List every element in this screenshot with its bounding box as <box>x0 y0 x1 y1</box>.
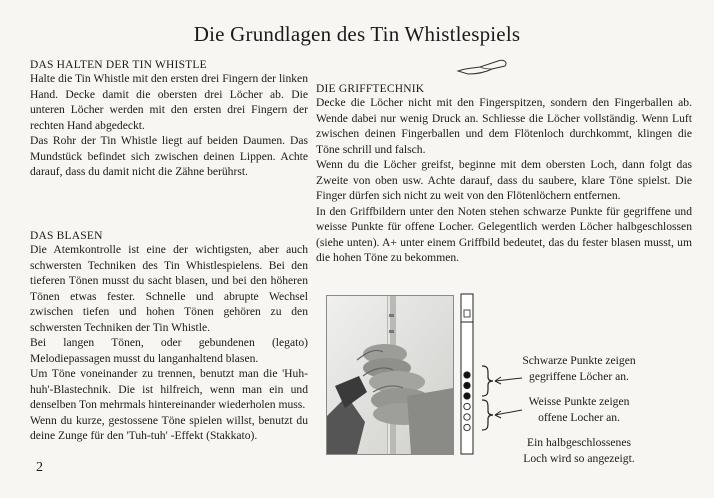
section-body-blasen <box>30 242 308 444</box>
bracket-arrows <box>478 364 526 434</box>
caption-filled-holes: Schwarze Punkte zeigen gegriffene Löcher an. <box>522 354 636 383</box>
section-body-halten <box>30 71 308 180</box>
hole-filled <box>464 393 470 399</box>
fingering-diagram <box>457 293 477 455</box>
section-heading-grifftechnik: DIE GRIFFTECHNIK <box>316 83 425 95</box>
whistle-photo <box>326 295 454 455</box>
paragraph: Halte die Tin Whistle mit den ersten drei Fingern der linken Hand. Decke damit die obersten drei Löcher ab. Die unteren Löcher werden mit den ersten drei Fingern der rechten Hand abgedeckt. <box>30 72 308 132</box>
paragraph: Decke die Löcher nicht mit den Fingerspitzen, sondern den Fingerballen ab. Wende dabei nur wenig Druck an. Schliesse die Löcher vollständig. Wenn Luft zwischen deinen Fingerballen und dem Flötenloch durchkommt, klingen die Töne schrill und falsch. <box>316 96 692 156</box>
section-heading-blasen: DAS BLASEN <box>30 230 103 242</box>
page-number: 2 <box>36 460 43 475</box>
paragraph: In den Griffbildern unter den Noten stehen schwarze Punkte für gegriffene und weisse Punkte für offene Locher. Gelegentlich werden Löcher halbgeschlossen (siehe unten). A+ unter einem Griffbild bedeutet, das du fester blasen musst, um die hohen Töne zu bekommen. <box>316 204 692 264</box>
hole-open <box>464 403 470 409</box>
paragraph: Wenn du die Löcher greifst, beginne mit dem obersten Loch, dann folgt das Zweite von oben usw. Achte darauf, dass du saubere, klare Töne spielst. Die Finger dürfen sich nicht zu weit von den Flötenlöchern entfernen. <box>316 158 692 202</box>
hole-open <box>464 414 470 420</box>
section-heading-halten: DAS HALTEN DER TIN WHISTLE <box>30 59 207 71</box>
section-body-grifftechnik <box>316 95 692 266</box>
caption-open-holes: Weisse Punkte zeigen offene Locher an. <box>528 395 630 424</box>
page-title: Die Grundlagen des Tin Whistlespiels <box>193 22 521 46</box>
paragraph: Wenn du kurze, gestossene Töne spielen willst, benutzt du deine Zunge für den 'Tuh-tuh' -Effekt (Stakkato). <box>30 413 308 442</box>
hole-filled <box>464 382 470 388</box>
hole-filled <box>464 372 470 378</box>
paragraph: Bei langen Tönen, oder gebundenen (legato) Melodiepassagen musst du langanhaltend blasen. <box>30 336 308 365</box>
paragraph: Die Atemkontrolle ist eine der wichtigsten, aber auch schwersten Techniken des Tin Whistlespielens. Bei den tieferen Tönen musst du sacht blasen, und bei den höheren Tönen etwas fester. Schnelle und abrupte Wechsel zwischen tiefen und hohen Tönen gehören zu den schwersten Techniken der Tin Whistle. <box>30 243 308 334</box>
hand-sketch-icon <box>456 56 510 78</box>
paragraph: Das Rohr der Tin Whistle liegt auf beiden Daumen. Das Mundstück befindet sich zwischen deinen Lippen. Achte darauf, dass du damit nicht die Zähne berührst. <box>30 134 308 178</box>
paragraph: Um Töne voneinander zu trennen, benutzt man die 'Huh-huh'-Blastechnik. Die ist hilfreich, wenn man ein und denselben Ton mehrmals hintereinander wiederholen muss. <box>30 367 308 411</box>
hole-open <box>464 424 470 430</box>
caption-half-hole: Ein halbgeschlossenes Loch wird so angezeigt. <box>523 436 635 465</box>
